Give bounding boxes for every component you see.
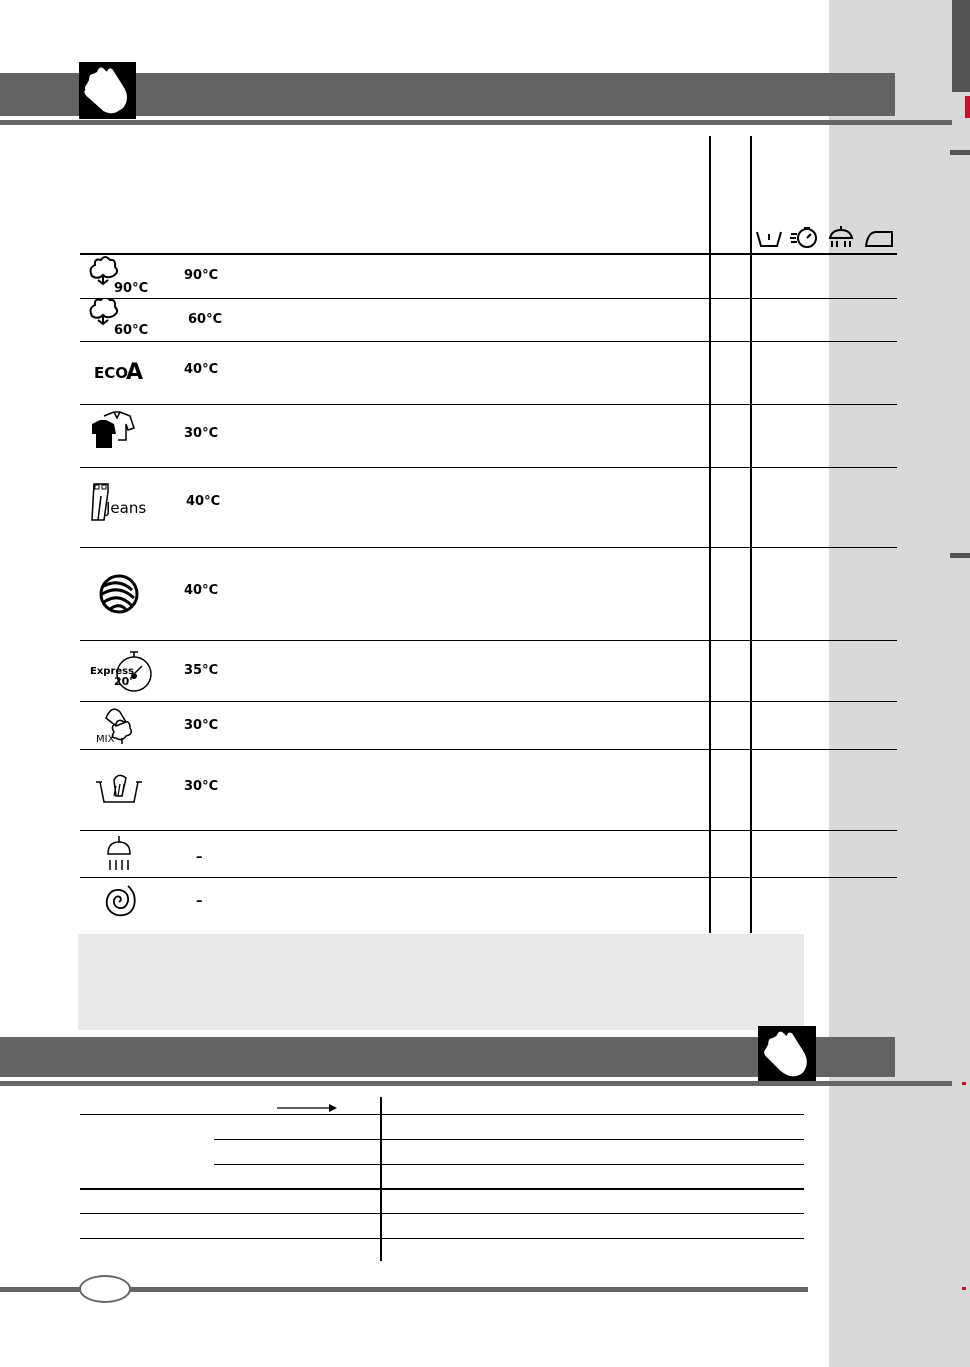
hand-icon (79, 62, 136, 119)
table2-row-line (214, 1139, 804, 1140)
page-margin-sidebar (829, 0, 970, 1367)
rinse-shower-icon (826, 224, 856, 250)
table-header-rule (80, 253, 897, 255)
wash-tub-icon (754, 224, 784, 250)
cotton-60-label: 60°C (114, 323, 149, 338)
row-temperature: 30°C (184, 718, 219, 733)
red-tick (962, 1082, 966, 1085)
wool-icon (86, 572, 152, 616)
express-label: Express (90, 666, 135, 677)
row-temperature: 30°C (184, 426, 219, 441)
mix-label: MIX (96, 734, 115, 745)
table2-row-line (80, 1238, 804, 1239)
row-divider (80, 701, 897, 702)
top-rule (0, 120, 952, 125)
sidebar-tab-marker (952, 0, 970, 92)
row-temperature: 60°C (188, 312, 223, 327)
hand-icon (758, 1026, 816, 1084)
eco-a-icon (86, 350, 152, 394)
row-divider (80, 547, 897, 548)
row-divider (80, 640, 897, 641)
table2-row-line (80, 1213, 804, 1214)
cotton-90-icon (86, 254, 152, 298)
row-temperature: – (196, 850, 203, 865)
jeans-label: Jeans (106, 499, 147, 517)
quick-timer-icon (789, 224, 819, 250)
rinse-icon (86, 832, 152, 876)
shirt-icon (86, 410, 152, 454)
sidebar-rule-1 (950, 150, 970, 155)
table-column-divider-2 (750, 136, 752, 933)
row-divider (80, 467, 897, 468)
table2-row-line (80, 1188, 804, 1190)
row-temperature: 40°C (186, 494, 221, 509)
jeans-icon (86, 480, 152, 524)
eco-label: ECO (94, 364, 129, 382)
express-20-icon (86, 650, 152, 694)
mix-icon (86, 704, 152, 748)
row-temperature: 40°C (184, 583, 219, 598)
row-divider (80, 749, 897, 750)
hand-wash-icon (86, 768, 152, 812)
table-column-divider-1 (709, 136, 711, 933)
red-tab-marker (965, 96, 970, 118)
express-time-label: 20' (114, 675, 133, 688)
bottom-section-rule (0, 1081, 952, 1086)
table2-column-divider (380, 1097, 382, 1261)
eco-a-label: A (126, 360, 144, 385)
sidebar-rule-2 (950, 553, 970, 558)
row-divider (80, 341, 897, 342)
spin-icon (86, 880, 152, 924)
cotton-90-label: 90°C (114, 281, 149, 296)
red-tick (962, 1287, 966, 1290)
iron-icon (864, 224, 894, 250)
row-temperature: 35°C (184, 663, 219, 678)
table2-row-line (214, 1164, 804, 1165)
row-divider (80, 877, 897, 878)
row-divider (80, 298, 897, 299)
row-divider (80, 404, 897, 405)
arrow-icon (277, 1099, 339, 1111)
row-temperature: – (196, 894, 203, 909)
row-temperature: 90°C (184, 268, 219, 283)
cotton-60-icon (86, 298, 152, 342)
page-number-oval (79, 1275, 131, 1303)
row-temperature: 30°C (184, 779, 219, 794)
row-temperature: 40°C (184, 362, 219, 377)
table2-row-line (80, 1114, 804, 1115)
row-divider (80, 830, 897, 831)
note-block (78, 934, 804, 1030)
